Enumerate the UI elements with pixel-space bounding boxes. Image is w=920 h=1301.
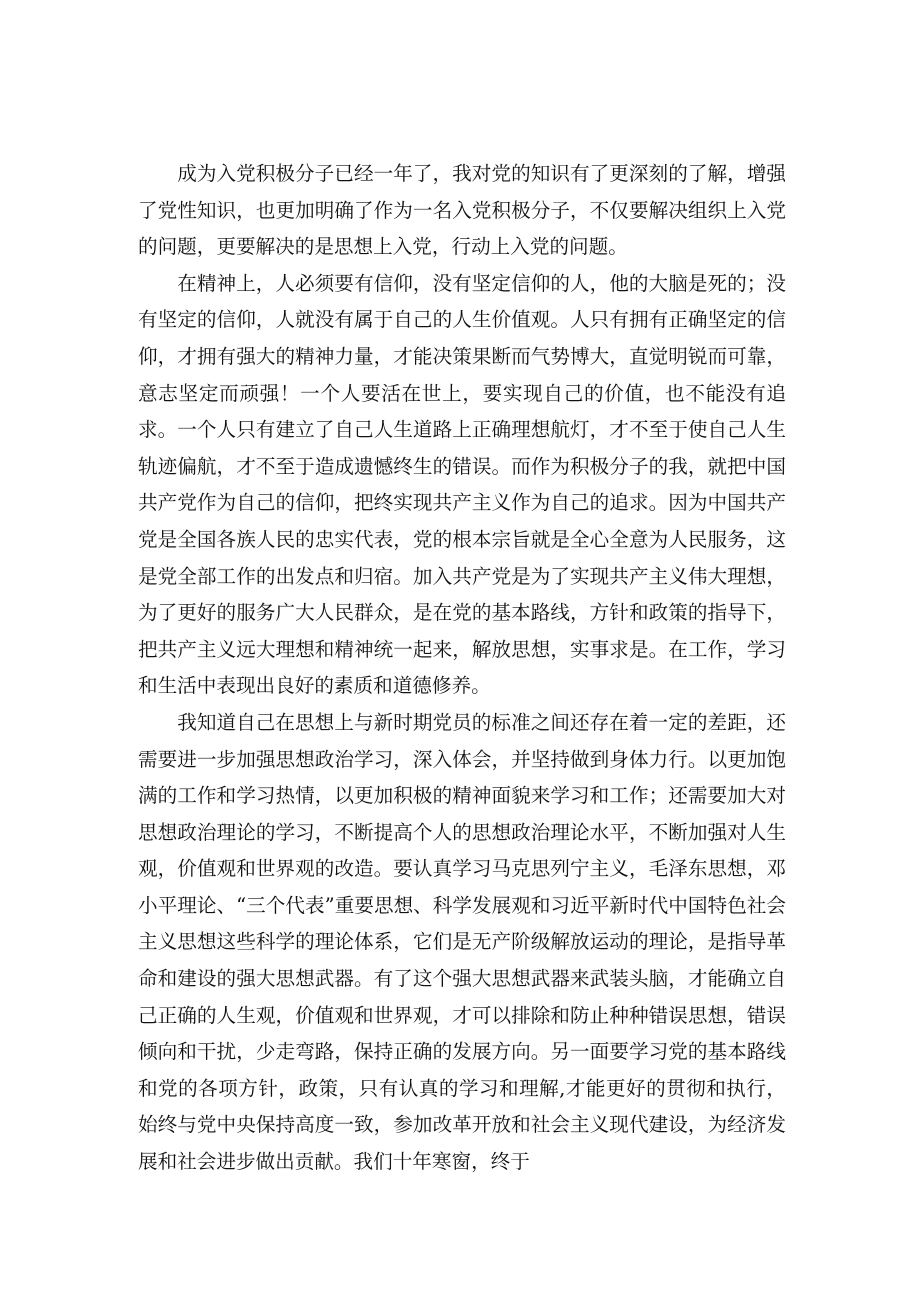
document-body	[138, 156, 786, 1181]
paragraph-2: 在精神上，人必须要有信仰，没有坚定信仰的人，他的大脑是死的；没有坚定的信仰，人就没有属于自己的人生价值观。人只有拥有正确坚定的信仰，才拥有强大的精神力量，才能决策果断而气势博大，直觉明锐而可靠，意志坚定而顽强！一个人要活在世上，要实现自己的价值，也不能没有追求。一个人只有建立了自己人生道路上正确理想航灯，才不至于使自己人生轨迹偏航，才不至于造成遗憾终生的错误。而作为积极分子的我，就把中国共产党作为自己的信仰，把终实现共产主义作为自己的追求。因为中国共产党是全国各族人民的忠实代表，党的根本宗旨就是全心全意为人民服务，这是党全部工作的出发点和归宿。加入共产党是为了实现共产主义伟大理想，为了更好的服务广大人民群众，是在党的基本路线，方针和政策的指导下，把共产主义远大理想和精神统一起来，解放思想，实事求是。在工作，学习和生活中表现出良好的素质和道德修养。	[138, 271, 786, 698]
paragraph-3: 我知道自己在思想上与新时期党员的标准之间还存在着一定的差距，还需要进一步加强思想政治学习，深入体会，并坚持做到身体力行。以更加饱满的工作和学习热情，以更加积极的精神面貌来学习和工作；还需要加大对思想政治理论的学习，不断提高个人的思想政治理论水平，不断加强对人生观，价值观和世界观的改造。要认真学习马克思列宁主义，毛泽东思想，邓小平理论、“三个代表”重要思想、科学发展观和习近平新时代中国特色社会主义思想这些科学的理论体系，它们是无产阶级解放运动的理论，是指导革命和建设的强大思想武器。有了这个强大思想武器来武装头脑，才能确立自己正确的人生观，价值观和世界观，才可以排除和防止种种错误思想，错误倾向和干扰，少走弯路，保持正确的发展方向。另一面要学习党的基本路线和党的各项方针，政策，只有认真的学习和理解,才能更好的贯彻和执行，始终与党中央保持高度一致，参加改革开放和社会主义现代建设，为经济发展和社会进步做出贡献。我们十年寒窗，终于	[138, 710, 786, 1174]
paragraph-1: 成为入党积极分子已经一年了，我对党的知识有了更深刻的了解，增强了党性知识，也更加明确了作为一名入党积极分子，不仅要解决组织上入党的问题，更要解决的是思想上入党，行动上入党的问题。	[138, 162, 786, 259]
